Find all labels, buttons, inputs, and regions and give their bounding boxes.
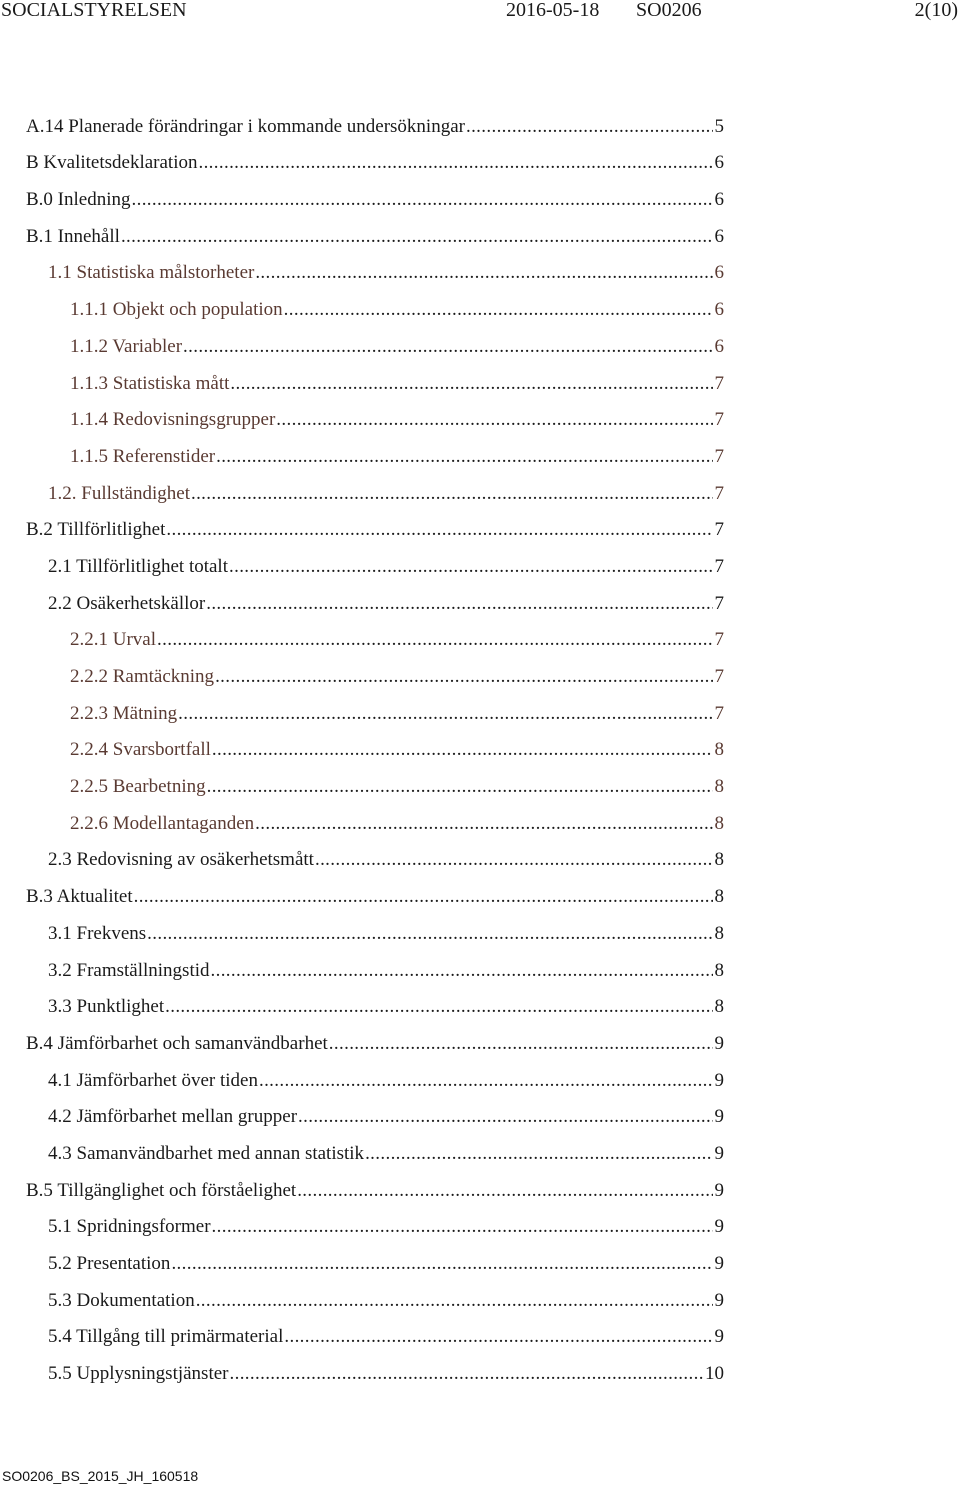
toc-entry-title: 2.2 Osäkerhetskällor bbox=[48, 592, 206, 614]
toc-leader-dots bbox=[255, 262, 712, 284]
toc-entry[interactable] bbox=[0, 835, 724, 872]
toc-entry-title: A.14 Planerade förändringar i kommande undersökningar bbox=[26, 115, 465, 137]
toc-entry[interactable] bbox=[0, 578, 724, 615]
toc-entry-page: 6 bbox=[714, 335, 724, 357]
toc-entry[interactable] bbox=[0, 1348, 724, 1385]
toc-entry[interactable] bbox=[0, 798, 724, 835]
toc-entry-page: 7 bbox=[714, 482, 724, 504]
toc-leader-dots bbox=[166, 519, 712, 541]
toc-entry[interactable] bbox=[0, 1128, 724, 1165]
toc-leader-dots bbox=[212, 739, 713, 761]
toc-entry[interactable] bbox=[0, 468, 724, 505]
toc-leader-dots bbox=[206, 593, 712, 615]
toc-entry-title: 2.2.4 Svarsbortfall bbox=[70, 739, 211, 761]
toc-leader-dots bbox=[259, 1070, 713, 1092]
toc-entry-page: 7 bbox=[714, 555, 724, 577]
toc-entry-title: 3.3 Punktlighet bbox=[48, 996, 165, 1018]
toc-entry[interactable] bbox=[0, 211, 724, 248]
toc-entry-page: 9 bbox=[714, 1106, 724, 1128]
toc-entry-page: 7 bbox=[714, 592, 724, 614]
toc-entry-page: 7 bbox=[714, 702, 724, 724]
toc-leader-dots bbox=[276, 409, 712, 431]
organization-name: SOCIALSTYRELSEN bbox=[1, 0, 187, 21]
toc-entry-page: 7 bbox=[714, 629, 724, 651]
toc-entry[interactable] bbox=[0, 1092, 724, 1129]
toc-entry-title: 1.1.5 Referenstider bbox=[70, 445, 216, 467]
toc-entry[interactable] bbox=[0, 321, 724, 358]
toc-entry-title: B.2 Tillförlitlighet bbox=[26, 519, 166, 541]
toc-entry-title: 5.3 Dokumentation bbox=[48, 1289, 195, 1311]
toc-entry-title: B.1 Innehåll bbox=[26, 225, 120, 247]
toc-entry-title: 5.1 Spridningsformer bbox=[48, 1216, 211, 1238]
toc-entry-title: 3.2 Framställningstid bbox=[48, 959, 210, 981]
toc-entry-page: 8 bbox=[714, 886, 724, 908]
toc-entry-page: 6 bbox=[714, 262, 724, 284]
toc-leader-dots bbox=[284, 299, 713, 321]
toc-leader-dots bbox=[229, 556, 713, 578]
toc-entry-page: 8 bbox=[714, 922, 724, 944]
toc-entry-page: 6 bbox=[714, 225, 724, 247]
toc-entry-page: 9 bbox=[714, 1069, 724, 1091]
toc-entry-title: 2.2.3 Mätning bbox=[70, 702, 178, 724]
toc-entry[interactable] bbox=[0, 651, 724, 688]
toc-leader-dots bbox=[121, 226, 713, 248]
toc-entry[interactable] bbox=[0, 982, 724, 1019]
toc-entry-title: 1.1.4 Redovisningsgrupper bbox=[70, 409, 276, 431]
page-header bbox=[0, 0, 960, 26]
toc-entry[interactable] bbox=[0, 945, 724, 982]
toc-entry-page: 8 bbox=[714, 812, 724, 834]
toc-entry[interactable] bbox=[0, 1018, 724, 1055]
footer-document-id: SO0206_BS_2015_JH_160518 bbox=[2, 1468, 199, 1484]
toc-entry-title: 4.3 Samanvändbarhet med annan statistik bbox=[48, 1142, 365, 1164]
toc-entry-title: 3.1 Frekvens bbox=[48, 922, 147, 944]
document-date: 2016-05-18 bbox=[506, 0, 600, 21]
toc-entry-title: 5.5 Upplysningstjänster bbox=[48, 1363, 229, 1385]
toc-leader-dots bbox=[216, 446, 712, 468]
toc-entry-title: B Kvalitetsdeklaration bbox=[26, 152, 198, 174]
toc-entry-page: 7 bbox=[714, 372, 724, 394]
toc-entry[interactable] bbox=[0, 725, 724, 762]
toc-leader-dots bbox=[215, 666, 712, 688]
toc-entry[interactable] bbox=[0, 615, 724, 652]
toc-entry[interactable] bbox=[0, 138, 724, 175]
toc-leader-dots bbox=[297, 1180, 712, 1202]
toc-entry[interactable] bbox=[0, 871, 724, 908]
toc-leader-dots bbox=[196, 1290, 713, 1312]
toc-entry-title: 2.2.6 Modellantaganden bbox=[70, 812, 255, 834]
toc-leader-dots bbox=[298, 1106, 712, 1128]
toc-entry[interactable] bbox=[0, 1312, 724, 1349]
toc-entry-page: 7 bbox=[714, 409, 724, 431]
toc-entry-title: 4.1 Jämförbarhet över tiden bbox=[48, 1069, 258, 1091]
toc-entry[interactable] bbox=[0, 1275, 724, 1312]
toc-leader-dots bbox=[191, 483, 713, 505]
toc-entry-page: 9 bbox=[714, 1179, 724, 1201]
toc-leader-dots bbox=[255, 813, 712, 835]
table-of-contents bbox=[0, 101, 960, 1385]
toc-leader-dots bbox=[157, 629, 712, 651]
toc-leader-dots bbox=[212, 1216, 713, 1238]
toc-entry[interactable] bbox=[0, 431, 724, 468]
toc-leader-dots bbox=[230, 1363, 704, 1385]
toc-entry-page: 5 bbox=[714, 115, 724, 137]
toc-entry-page: 9 bbox=[714, 1326, 724, 1348]
toc-leader-dots bbox=[171, 1253, 712, 1275]
toc-entry-title: 2.2.5 Bearbetning bbox=[70, 776, 206, 798]
toc-leader-dots bbox=[211, 960, 713, 982]
toc-entry-page: 6 bbox=[714, 299, 724, 321]
toc-entry[interactable] bbox=[0, 1238, 724, 1275]
toc-entry-title: B.3 Aktualitet bbox=[26, 886, 133, 908]
toc-leader-dots bbox=[329, 1033, 713, 1055]
toc-entry-page: 7 bbox=[714, 666, 724, 687]
toc-entry-page: 7 bbox=[714, 519, 724, 541]
toc-entry-title: 2.3 Redovisning av osäkerhetsmått bbox=[48, 849, 314, 871]
toc-leader-dots bbox=[198, 152, 712, 174]
toc-entry[interactable] bbox=[0, 505, 724, 542]
toc-entry-page: 9 bbox=[714, 1032, 724, 1054]
toc-entry-title: 1.1.2 Variabler bbox=[70, 335, 183, 357]
toc-entry-page: 9 bbox=[714, 1289, 724, 1311]
toc-entry-page: 10 bbox=[705, 1363, 724, 1385]
toc-entry-page: 6 bbox=[714, 189, 724, 211]
toc-leader-dots bbox=[178, 703, 712, 725]
toc-entry-title: 2.2.2 Ramtäckning bbox=[70, 666, 215, 687]
toc-entry-page: 9 bbox=[714, 1216, 724, 1238]
toc-entry[interactable] bbox=[0, 101, 724, 138]
toc-leader-dots bbox=[284, 1326, 712, 1348]
toc-leader-dots bbox=[134, 886, 713, 908]
toc-entry[interactable] bbox=[0, 1055, 724, 1092]
toc-entry-page: 9 bbox=[714, 1142, 724, 1164]
toc-entry-page: 9 bbox=[714, 1253, 724, 1274]
toc-entry-title: 1.2. Fullständighet bbox=[48, 482, 190, 504]
toc-entry-page: 8 bbox=[714, 739, 724, 761]
toc-entry-page: 6 bbox=[714, 152, 724, 174]
page-number: 2(10) bbox=[914, 0, 958, 21]
toc-entry-title: 2.1 Tillförlitlighet totalt bbox=[48, 555, 228, 577]
toc-entry-title: 2.2.1 Urval bbox=[70, 629, 157, 651]
toc-entry-page: 8 bbox=[714, 996, 724, 1018]
toc-entry[interactable] bbox=[0, 395, 724, 432]
toc-leader-dots bbox=[466, 116, 713, 138]
toc-entry-title: 1.1.3 Statistiska mått bbox=[70, 372, 230, 394]
toc-entry-page: 8 bbox=[714, 849, 724, 871]
toc-entry[interactable] bbox=[0, 284, 724, 321]
toc-entry[interactable] bbox=[0, 541, 724, 578]
toc-entry-title: 5.2 Presentation bbox=[48, 1253, 171, 1274]
toc-entry-title: 5.4 Tillgång till primärmaterial bbox=[48, 1326, 284, 1348]
toc-entry[interactable] bbox=[0, 1165, 724, 1202]
toc-entry[interactable] bbox=[0, 688, 724, 725]
toc-entry[interactable] bbox=[0, 908, 724, 945]
toc-entry[interactable] bbox=[0, 761, 724, 798]
toc-entry-page: 8 bbox=[714, 776, 724, 798]
toc-entry-title: B.5 Tillgänglighet och förståelighet bbox=[26, 1179, 297, 1201]
toc-entry[interactable] bbox=[0, 358, 724, 395]
toc-leader-dots bbox=[207, 776, 713, 798]
document-code: SO0206 bbox=[636, 0, 702, 21]
toc-leader-dots bbox=[165, 996, 712, 1018]
toc-entry[interactable] bbox=[0, 1202, 724, 1239]
toc-entry-page: 7 bbox=[714, 445, 724, 467]
toc-entry-title: 1.1 Statistiska målstorheter bbox=[48, 262, 255, 284]
toc-leader-dots bbox=[365, 1143, 712, 1165]
toc-leader-dots bbox=[230, 373, 712, 395]
toc-entry[interactable] bbox=[0, 174, 724, 211]
toc-leader-dots bbox=[132, 189, 713, 211]
toc-leader-dots bbox=[147, 923, 712, 945]
toc-entry-title: B.4 Jämförbarhet och samanvändbarhet bbox=[26, 1032, 328, 1054]
toc-entry[interactable] bbox=[0, 248, 724, 285]
toc-entry-title: 4.2 Jämförbarhet mellan grupper bbox=[48, 1106, 298, 1128]
toc-leader-dots bbox=[315, 849, 713, 871]
toc-entry-page: 8 bbox=[714, 959, 724, 981]
toc-entry-title: 1.1.1 Objekt och population bbox=[70, 299, 283, 321]
toc-entry-title: B.0 Inledning bbox=[26, 189, 131, 211]
toc-leader-dots bbox=[183, 336, 712, 358]
